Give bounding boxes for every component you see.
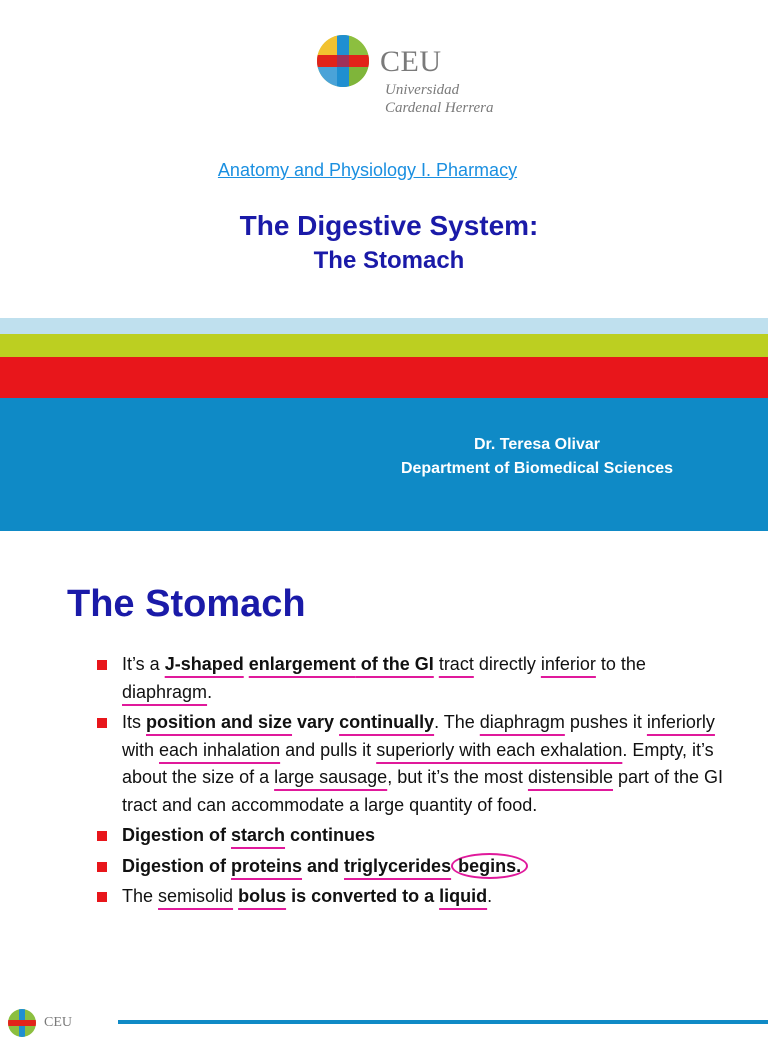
bullet-square-icon [97, 831, 107, 841]
logo-subtitle-line1: Universidad [385, 82, 460, 98]
text: part of the GI tract and can accommodate a large quantity of food. [122, 767, 724, 815]
annotated-text: liquid [439, 886, 488, 906]
annotated-text: starch [231, 825, 286, 845]
text: It’s a [122, 654, 165, 674]
circled-text: begins. [451, 853, 528, 879]
bullet-item [97, 853, 737, 881]
course-link[interactable]: Anatomy and Physiology I. Pharmacy [217, 160, 518, 180]
text: . The [434, 712, 480, 732]
annotated-text: enlargement [248, 654, 356, 674]
annotated-text: each inhalation [159, 739, 281, 760]
annotated-text: position and size [146, 712, 293, 732]
text: . Empty, it’s about the size of a [122, 739, 714, 787]
bullet-square-icon [97, 862, 107, 872]
content-slide [0, 531, 768, 1030]
text: . [487, 886, 493, 906]
deck-subtitle: The Stomach [313, 247, 465, 274]
text: vary [292, 712, 340, 732]
annotated-text: inferiorly [646, 712, 715, 732]
annotated-text: diaphragm [479, 712, 565, 732]
author-name: Dr. Teresa Olivar [474, 436, 600, 453]
footer-logo-text: CEU [44, 1015, 72, 1030]
bullet-list [97, 651, 737, 914]
bullet-item [97, 822, 737, 850]
text: Digestion of [122, 825, 231, 845]
slide-title: The Stomach [67, 583, 306, 625]
annotated-text: J-shaped [164, 654, 244, 674]
bullet-square-icon [97, 892, 107, 902]
stripe-light-blue [0, 318, 768, 334]
text: with [122, 739, 160, 760]
bullet-square-icon [97, 718, 107, 728]
deck-title: The Digestive System: [239, 210, 539, 241]
text: is converted to a [286, 886, 440, 906]
department: Department of Biomedical Sciences [400, 460, 674, 477]
text: directly [473, 654, 541, 674]
text: to the [595, 654, 646, 674]
text: , but it’s the most [387, 767, 528, 787]
stripe-lime [0, 334, 768, 357]
annotated-text: bolus [238, 886, 287, 906]
bullet-item [97, 709, 737, 819]
logo-name: CEU [380, 45, 442, 78]
annotated-text: inferior [540, 654, 596, 674]
annotated-text: of the GI [355, 654, 434, 674]
bullet-square-icon [97, 660, 107, 670]
annotated-text: diaphragm [122, 681, 208, 702]
text: continues [285, 825, 376, 845]
annotated-text: triglycerides [344, 855, 452, 876]
annotated-text: tract [438, 654, 474, 674]
bullet-item [97, 651, 737, 706]
footer-divider [118, 1020, 768, 1024]
annotated-text: large sausage [274, 767, 388, 787]
bullet-item [97, 883, 737, 911]
ceu-logo [317, 35, 537, 125]
annotated-text: continually [339, 712, 435, 732]
text: Its [122, 712, 147, 732]
annotated-text: superiorly with each exhalation [376, 739, 623, 760]
ceu-cross-icon [317, 35, 369, 87]
footer-logo-icon [8, 1009, 42, 1043]
text: The [122, 886, 159, 906]
stripe-red [0, 357, 768, 398]
annotated-text: proteins [231, 855, 303, 876]
text: pushes it [564, 712, 647, 732]
text: . [207, 681, 213, 702]
text: Digestion of [122, 855, 231, 876]
annotated-text: distensible [527, 767, 613, 787]
text: and pulls it [280, 739, 377, 760]
logo-subtitle-line2: Cardenal Herrera [385, 100, 494, 116]
annotated-text: semisolid [158, 886, 234, 906]
text: and [302, 855, 345, 876]
